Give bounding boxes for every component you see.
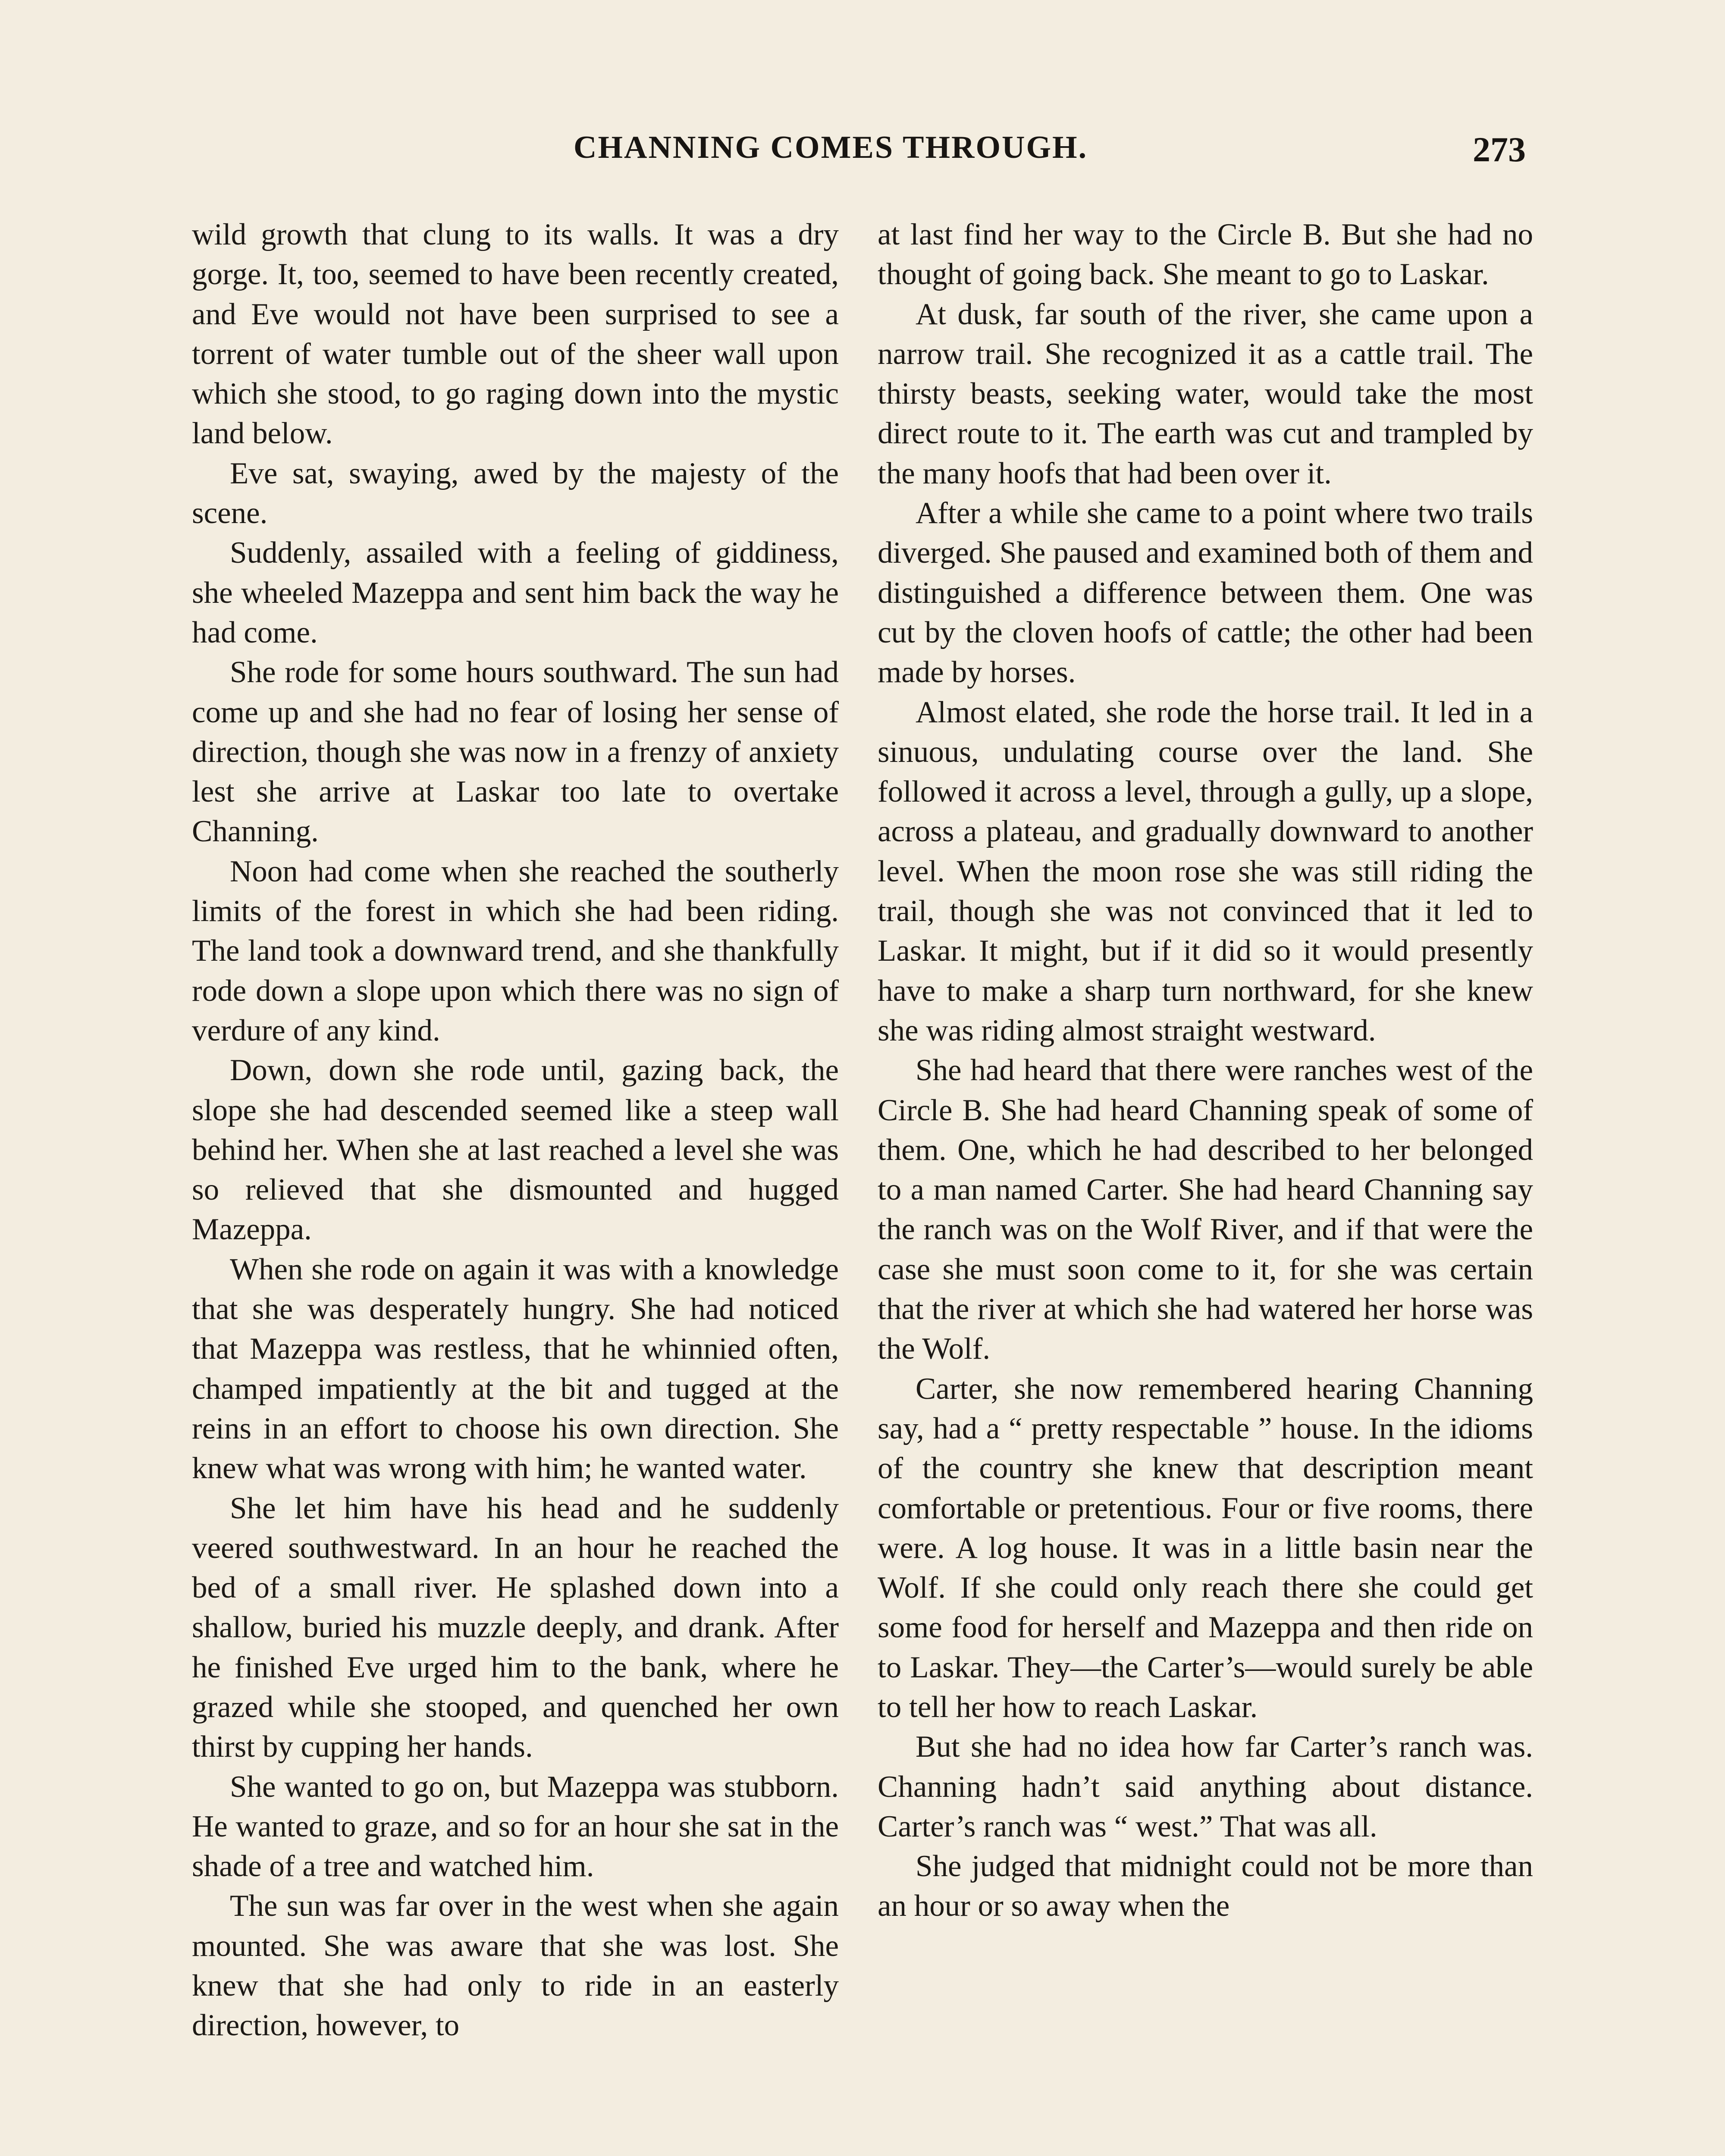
paragraph: She wanted to go on, but Mazeppa was stubborn. He wanted to graze, and so for an hour she sat in the shade of a tree and watched him. <box>192 1770 839 1883</box>
paragraph: Suddenly, assailed with a feeling of giddiness, she wheeled Mazeppa and sent him back the way he had come. <box>192 536 839 649</box>
paragraph: But she had no idea how far Carter’s ranch was. Channing hadn’t said anything about distance. Carter’s ranch was “ west.” That was all. <box>878 1730 1533 1843</box>
page-number: 273 <box>1473 130 1526 169</box>
paragraph: At dusk, far south of the river, she came upon a narrow trail. She recognized it as a cattle trail. The thirsty beasts, seeking water, would take the most direct route to it. The earth was cut and trampled by the many hoofs that had been over it. <box>878 297 1533 490</box>
paragraph: When she rode on again it was with a knowledge that she was desperately hungry. She had noticed that Mazeppa was restless, that he whinnied often, champed impatiently at the bit and tugged at the reins in an effort to choose his own direction. She knew what was wrong with him; he wanted water. <box>192 1252 839 1485</box>
paragraph: at last find her way to the Circle B. But she had no thought of going back. She meant to go to Laskar. <box>878 218 1533 291</box>
paragraph: wild growth that clung to its walls. It was a dry gorge. It, too, seemed to have been recently created, and Eve would not have been surprised to see a torrent of water tumble out of the sheer wall upon which she stood, to go raging down into the mystic land below. <box>192 218 839 451</box>
text-column-right <box>878 215 1533 1926</box>
paragraph: Eve sat, swaying, awed by the majesty of the scene. <box>192 456 839 530</box>
paragraph: Almost elated, she rode the horse trail. It led in a sinuous, undulating course over the land. She followed it across a level, through a gully, up a slope, across a plateau, and gradually downward to another level. When the moon rose she was still riding the trail, though she was not convinced that it led to Laskar. It might, but if it did so it would presently have to make a sharp turn northward, for she knew she was riding almost straight westward. <box>878 695 1533 1047</box>
paragraph: She let him have his head and he suddenly veered southwestward. In an hour he reached the bed of a small river. He splashed down into a shallow, buried his muzzle deeply, and drank. After he finished Eve urged him to the bank, where he grazed while she stooped, and quenched her own thirst by cupping her hands. <box>192 1491 839 1764</box>
paragraph: Noon had come when she reached the southerly limits of the forest in which she had been riding. The land took a downward trend, and she thankfully rode down a slope upon which there was no sign of verdure of any kind. <box>192 854 839 1047</box>
running-title: CHANNING COMES THROUGH. <box>574 130 1088 165</box>
paragraph: She had heard that there were ranches west of the Circle B. She had heard Channing speak of some of them. One, which he had described to her belonged to a man named Carter. She had heard Channing say the ranch was on the Wolf River, and if that were the case she must soon come to it, for she was certain that the river at which she had watered her horse was the Wolf. <box>878 1053 1533 1366</box>
paragraph: After a while she came to a point where two trails diverged. She paused and examined both of them and distinguished a difference between them. One was cut by the cloven hoofs of cattle; the other had been made by horses. <box>878 496 1533 689</box>
text-column-left <box>192 215 839 2046</box>
paragraph: Down, down she rode until, gazing back, the slope she had descended seemed like a steep wall behind her. When she at last reached a level she was so relieved that she dismounted and hugged Mazeppa. <box>192 1053 839 1247</box>
paragraph: Carter, she now remembered hearing Channing say, had a “ pretty respectable ” house. In the idioms of the country she knew that description meant comfortable or pretentious. Four or five rooms, there were. A log house. It was in a little basin near the Wolf. If she could only reach there she could get some food for herself and Mazeppa and then ride on to Laskar. They—the Carter’s—would surely be able to tell her how to reach Laskar. <box>878 1372 1533 1724</box>
paragraph: She rode for some hours southward. The sun had come up and she had no fear of losing her sense of direction, though she was now in a frenzy of anxiety lest she arrive at Laskar too late to overtake Channing. <box>192 655 839 849</box>
paragraph: The sun was far over in the west when she again mounted. She was aware that she was lost. She knew that she had only to ride in an easterly direction, however, to <box>192 1889 839 2043</box>
paragraph: She judged that midnight could not be more than an hour or so away when the <box>878 1849 1533 1923</box>
